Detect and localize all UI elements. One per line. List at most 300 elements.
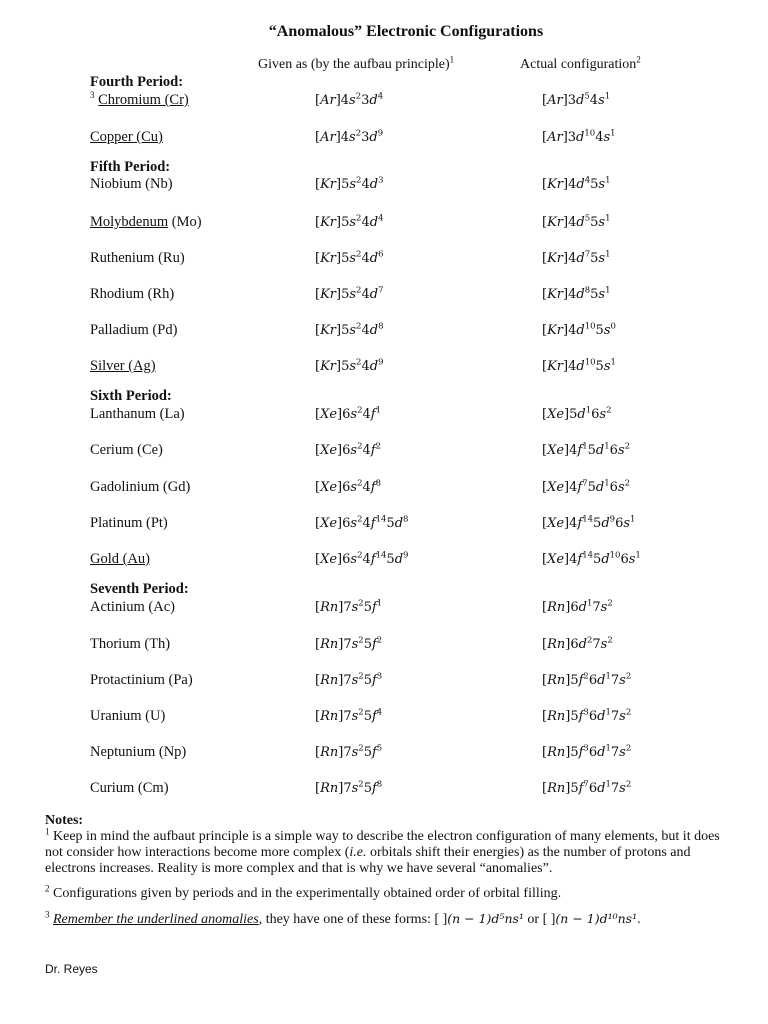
- given-configuration: [315, 673, 382, 688]
- shell-number: 3: [361, 93, 370, 108]
- electron-count: 2: [624, 441, 631, 452]
- core-symbol: Rn: [320, 637, 339, 652]
- element-name: Uranium (U): [90, 708, 166, 724]
- orbital-letter: s: [349, 215, 357, 230]
- electron-count: 1: [605, 213, 611, 224]
- shell-number: 5: [341, 215, 350, 230]
- electron-count: 1: [605, 285, 611, 296]
- core-bracket-open: [: [315, 93, 321, 108]
- electron-count: 2: [358, 671, 364, 682]
- shell-number: 5: [570, 745, 579, 760]
- element-name-cell: [90, 92, 189, 109]
- given-configuration: [315, 93, 383, 108]
- core-bracket-open: [: [542, 130, 548, 145]
- orbital-letter: d: [601, 516, 610, 531]
- core-bracket-open: [: [542, 93, 548, 108]
- shell-number: 5: [386, 552, 395, 567]
- element-name: Curium (Cm): [90, 780, 169, 796]
- note-1-ie: i.e.: [349, 845, 367, 860]
- shell-number: 6: [570, 637, 579, 652]
- note-3-text-a: , they have one of these forms: [ ]: [258, 912, 448, 927]
- core-bracket-close: ]: [336, 177, 342, 192]
- core-bracket-close: ]: [564, 552, 570, 567]
- core-symbol: Xe: [320, 407, 338, 422]
- element-name: Palladium (Pd): [90, 322, 178, 338]
- shell-number: 7: [343, 709, 352, 724]
- orbital-letter: d: [369, 177, 379, 192]
- electron-count: 0: [610, 321, 616, 332]
- actual-configuration: [542, 480, 630, 495]
- orbital-letter: f: [371, 781, 377, 796]
- electron-count: 4: [377, 91, 384, 102]
- orbital-letter: s: [623, 516, 631, 531]
- core-bracket-open: [: [315, 251, 321, 266]
- electron-count: 1: [604, 441, 610, 452]
- note-3-form-1: (n − 1)d⁵ns¹: [447, 911, 524, 926]
- core-bracket-close: ]: [565, 745, 571, 760]
- element-row: [0, 708, 768, 726]
- electron-count: 2: [356, 213, 362, 224]
- element-name: Silver (Ag): [90, 358, 156, 374]
- shell-number: 4: [569, 552, 578, 567]
- shell-number: 4: [568, 177, 577, 192]
- shell-number: 6: [342, 516, 351, 531]
- electron-count: 8: [375, 478, 381, 489]
- orbital-letter: s: [598, 177, 606, 192]
- orbital-letter: d: [369, 359, 379, 374]
- given-configuration: [315, 637, 382, 652]
- shell-number: 6: [342, 443, 351, 458]
- electron-count: 1: [585, 405, 592, 416]
- element-row: [0, 358, 768, 376]
- orbital-letter: f: [578, 673, 584, 688]
- orbital-letter: d: [578, 600, 587, 615]
- core-symbol: Ar: [547, 93, 563, 108]
- shell-number: 7: [610, 709, 620, 724]
- shell-number: 3: [567, 93, 577, 108]
- element-row: [0, 250, 768, 268]
- element-name: Molybdenum: [90, 214, 169, 230]
- core-bracket-open: [: [542, 359, 548, 374]
- element-name: Protactinium (Pa): [90, 672, 193, 688]
- orbital-letter: s: [600, 600, 608, 615]
- orbital-letter: s: [350, 443, 358, 458]
- core-bracket-open: [: [315, 600, 321, 615]
- author-name: Dr. Reyes: [45, 962, 98, 976]
- core-bracket-open: [: [542, 407, 548, 422]
- actual-configuration: [542, 745, 631, 760]
- orbital-letter: f: [371, 673, 377, 688]
- electron-count: 8: [376, 779, 383, 790]
- electron-count: 2: [356, 249, 362, 260]
- core-symbol: Xe: [547, 552, 565, 567]
- orbital-letter: d: [576, 359, 585, 374]
- element-name-cell: [90, 176, 173, 193]
- orbital-letter: s: [619, 673, 626, 688]
- actual-header-label: Actual configuration: [520, 57, 637, 72]
- electron-count: 9: [378, 357, 384, 368]
- note-3-end: .: [637, 912, 641, 927]
- shell-number: 5: [363, 781, 372, 796]
- electron-count: 2: [375, 441, 381, 452]
- electron-count: 2: [583, 671, 589, 682]
- shell-number: 7: [592, 637, 601, 652]
- element-name-cell: [90, 406, 185, 423]
- core-bracket-close: ]: [338, 673, 344, 688]
- core-symbol: Rn: [320, 673, 339, 688]
- core-bracket-close: ]: [336, 287, 342, 302]
- electron-count: 3: [376, 671, 383, 682]
- shell-number: 7: [343, 673, 352, 688]
- element-name-cell: [90, 358, 156, 375]
- electron-count: 9: [377, 128, 384, 139]
- shell-number: 7: [592, 600, 601, 615]
- core-bracket-close: ]: [337, 516, 343, 531]
- core-symbol: Rn: [320, 600, 339, 615]
- orbital-letter: d: [577, 407, 586, 422]
- given-configuration: [315, 177, 384, 192]
- shell-number: 5: [593, 516, 602, 531]
- orbital-letter: f: [371, 709, 377, 724]
- shell-number: 6: [588, 709, 598, 724]
- given-configuration: [315, 745, 382, 760]
- orbital-letter: s: [603, 359, 611, 374]
- element-name: Chromium (Cr): [98, 92, 189, 108]
- shell-number: 4: [361, 359, 370, 374]
- element-name: Niobium (Nb): [90, 176, 173, 192]
- shell-number: 4: [595, 130, 604, 145]
- electron-count: 5: [584, 91, 590, 102]
- electron-count: 4: [376, 707, 383, 718]
- orbital-letter: s: [349, 93, 356, 108]
- shell-number: 5: [587, 443, 596, 458]
- shell-number: 4: [361, 323, 370, 338]
- actual-configuration: [542, 359, 616, 374]
- element-name: Thorium (Th): [90, 636, 171, 652]
- orbital-letter: s: [598, 215, 606, 230]
- orbital-letter: d: [597, 745, 606, 760]
- core-bracket-close: ]: [564, 407, 570, 422]
- element-row: [0, 551, 768, 569]
- electron-count: 2: [376, 635, 383, 646]
- core-bracket-close: ]: [338, 745, 344, 760]
- shell-number: 7: [343, 781, 352, 796]
- element-row: [0, 479, 768, 497]
- orbital-letter: s: [350, 480, 358, 495]
- shell-number: 7: [343, 745, 352, 760]
- given-configuration: [315, 323, 384, 338]
- element-row: [0, 214, 768, 232]
- core-bracket-close: ]: [336, 215, 342, 230]
- element-row: [0, 286, 768, 304]
- element-name-cell: [90, 250, 185, 267]
- electron-count: 1: [376, 598, 383, 609]
- element-row: [0, 92, 768, 110]
- core-symbol: Xe: [547, 443, 565, 458]
- electron-count: 10: [584, 357, 596, 368]
- orbital-letter: s: [351, 709, 359, 724]
- note-3-form-2: (n − 1)d¹⁰ns¹: [555, 911, 638, 926]
- core-symbol: Rn: [547, 781, 566, 796]
- element-row: [0, 129, 768, 147]
- electron-count: 5: [376, 743, 383, 754]
- orbital-letter: d: [576, 177, 585, 192]
- orbital-letter: d: [597, 781, 606, 796]
- orbital-letter: f: [370, 443, 376, 458]
- shell-number: 5: [569, 407, 578, 422]
- electron-count: 2: [607, 635, 613, 646]
- core-bracket-close: ]: [562, 93, 568, 108]
- electron-count: 1: [630, 514, 636, 525]
- core-bracket-close: ]: [563, 287, 569, 302]
- shell-number: 6: [591, 407, 600, 422]
- actual-configuration: [542, 600, 613, 615]
- shell-number: 7: [610, 745, 620, 760]
- core-bracket-close: ]: [336, 251, 342, 266]
- orbital-letter: d: [394, 516, 404, 531]
- electron-count: 4: [584, 175, 591, 186]
- core-bracket-open: [: [315, 781, 321, 796]
- electron-count: 14: [375, 514, 387, 525]
- element-name: Actinium (Ac): [90, 599, 175, 615]
- core-bracket-open: [: [315, 359, 321, 374]
- orbital-letter: d: [576, 130, 585, 145]
- shell-number: 5: [363, 600, 372, 615]
- shell-number: 5: [595, 323, 604, 338]
- shell-number: 7: [343, 637, 352, 652]
- electron-count: 6: [378, 249, 384, 260]
- core-bracket-open: [: [542, 637, 548, 652]
- shell-number: 6: [342, 480, 351, 495]
- electron-count: 7: [584, 249, 591, 260]
- electron-count: 1: [605, 249, 611, 260]
- core-bracket-close: ]: [336, 359, 342, 374]
- core-bracket-close: ]: [337, 443, 343, 458]
- electron-count: 10: [584, 321, 596, 332]
- shell-number: 4: [362, 480, 371, 495]
- core-bracket-open: [: [542, 443, 548, 458]
- core-bracket-open: [: [542, 177, 548, 192]
- orbital-letter: d: [369, 93, 378, 108]
- electron-count: 1: [605, 707, 611, 718]
- shell-number: 6: [609, 443, 618, 458]
- electron-count: 2: [357, 478, 363, 489]
- electron-count: 2: [625, 779, 632, 790]
- electron-count: 2: [607, 598, 613, 609]
- core-symbol: Rn: [547, 600, 566, 615]
- given-configuration: [315, 781, 382, 796]
- orbital-letter: f: [577, 480, 583, 495]
- core-symbol: Kr: [547, 323, 564, 338]
- actual-configuration: [542, 93, 610, 108]
- shell-number: 5: [341, 287, 350, 302]
- core-bracket-close: ]: [337, 552, 343, 567]
- period-heading: Seventh Period:: [90, 581, 189, 597]
- orbital-letter: d: [394, 552, 404, 567]
- electron-count: 2: [624, 478, 631, 489]
- shell-number: 5: [341, 359, 350, 374]
- orbital-letter: s: [351, 673, 359, 688]
- core-symbol: Kr: [320, 177, 337, 192]
- element-row: [0, 515, 768, 533]
- shell-number: 4: [362, 407, 371, 422]
- shell-number: 6: [588, 745, 598, 760]
- period-heading: Sixth Period:: [90, 388, 172, 404]
- core-bracket-open: [: [542, 600, 548, 615]
- shell-number: 4: [568, 251, 577, 266]
- electron-count: 4: [378, 213, 384, 224]
- element-name-cell: [90, 672, 193, 689]
- shell-number: 4: [589, 93, 599, 108]
- orbital-letter: s: [350, 516, 358, 531]
- shell-number: 5: [595, 359, 604, 374]
- electron-count: 2: [358, 598, 364, 609]
- note-3-or: or [ ]: [523, 912, 556, 927]
- given-configuration: [315, 407, 381, 422]
- core-bracket-close: ]: [337, 407, 343, 422]
- orbital-letter: f: [577, 443, 583, 458]
- orbital-letter: f: [370, 480, 376, 495]
- note-1: [45, 826, 725, 877]
- orbital-letter: s: [628, 552, 636, 567]
- core-bracket-close: ]: [338, 781, 344, 796]
- element-name: Ruthenium (Ru): [90, 250, 185, 266]
- shell-number: 4: [569, 480, 578, 495]
- orbital-letter: s: [619, 745, 626, 760]
- shell-number: 5: [593, 552, 602, 567]
- actual-configuration: [542, 516, 635, 531]
- electron-count: 10: [584, 128, 596, 139]
- element-row: [0, 744, 768, 762]
- core-bracket-close: ]: [337, 480, 343, 495]
- shell-number: 5: [590, 251, 599, 266]
- core-symbol: Xe: [320, 443, 338, 458]
- shell-number: 4: [362, 552, 371, 567]
- element-row: [0, 672, 768, 690]
- core-bracket-open: [: [315, 745, 321, 760]
- electron-count: 2: [357, 405, 363, 416]
- electron-count: 2: [358, 707, 364, 718]
- shell-number: 4: [568, 359, 577, 374]
- electron-count: 7: [378, 285, 384, 296]
- core-bracket-close: ]: [563, 323, 569, 338]
- actual-configuration: [542, 287, 611, 302]
- core-bracket-close: ]: [565, 781, 571, 796]
- electron-count: 2: [358, 779, 364, 790]
- shell-number: 5: [341, 323, 350, 338]
- shell-number: 6: [570, 600, 579, 615]
- electron-count: 2: [356, 357, 362, 368]
- element-name-cell: [90, 780, 169, 797]
- shell-number: 4: [362, 516, 371, 531]
- orbital-letter: f: [577, 516, 583, 531]
- core-bracket-open: [: [542, 480, 548, 495]
- orbital-letter: s: [603, 130, 611, 145]
- actual-configuration: [542, 443, 630, 458]
- electron-count: 2: [358, 743, 364, 754]
- element-name: Neptunium (Np): [90, 744, 187, 760]
- shell-number: 4: [568, 287, 577, 302]
- shell-number: 5: [590, 177, 599, 192]
- electron-count: 1: [586, 598, 593, 609]
- electron-count: 14: [375, 550, 387, 561]
- given-configuration: [315, 600, 382, 615]
- electron-count: 10: [609, 550, 621, 561]
- orbital-letter: f: [578, 745, 584, 760]
- shell-number: 3: [567, 130, 577, 145]
- note-1-marker: 1: [45, 826, 50, 837]
- electron-count: 3: [583, 707, 589, 718]
- core-symbol: Rn: [547, 637, 566, 652]
- electron-count: 14: [582, 550, 594, 561]
- shell-number: 5: [363, 637, 372, 652]
- core-bracket-close: ]: [335, 130, 341, 145]
- element-row: [0, 442, 768, 460]
- shell-number: 4: [340, 93, 350, 108]
- page-title: “Anomalous” Electronic Configurations: [268, 23, 544, 40]
- shell-number: 5: [341, 177, 350, 192]
- core-bracket-open: [: [542, 552, 548, 567]
- shell-number: 7: [610, 673, 620, 688]
- element-name-cell: [90, 322, 177, 339]
- orbital-letter: d: [597, 709, 606, 724]
- core-bracket-open: [: [315, 215, 321, 230]
- orbital-letter: f: [371, 745, 377, 760]
- element-symbol: (Mo): [168, 214, 202, 230]
- element-name: Cerium (Ce): [90, 442, 163, 458]
- orbital-letter: s: [599, 407, 607, 422]
- orbital-letter: d: [595, 480, 605, 495]
- note-3-marker: 3: [45, 909, 50, 920]
- actual-configuration: [542, 215, 611, 230]
- orbital-letter: d: [595, 443, 605, 458]
- orbital-letter: f: [371, 637, 377, 652]
- shell-number: 6: [615, 516, 624, 531]
- core-symbol: Xe: [320, 516, 338, 531]
- core-bracket-close: ]: [338, 709, 344, 724]
- core-bracket-close: ]: [565, 600, 571, 615]
- core-symbol: Xe: [547, 516, 565, 531]
- element-name-cell: [90, 636, 170, 653]
- orbital-letter: f: [370, 516, 376, 531]
- orbital-letter: d: [576, 215, 585, 230]
- electron-count: 2: [625, 743, 632, 754]
- orbital-letter: s: [349, 287, 357, 302]
- core-symbol: Ar: [320, 93, 336, 108]
- orbital-letter: s: [350, 552, 358, 567]
- electron-count: 1: [635, 550, 641, 561]
- orbital-letter: f: [578, 709, 584, 724]
- shell-number: 3: [361, 130, 370, 145]
- core-symbol: Xe: [320, 552, 338, 567]
- orbital-letter: s: [619, 709, 626, 724]
- core-symbol: Kr: [547, 359, 564, 374]
- orbital-letter: d: [369, 251, 379, 266]
- core-symbol: Kr: [547, 287, 564, 302]
- electron-count: 8: [403, 514, 409, 525]
- given-configuration: [315, 516, 408, 531]
- core-bracket-open: [: [315, 323, 321, 338]
- shell-number: 4: [361, 177, 370, 192]
- element-row: [0, 406, 768, 424]
- shell-number: 5: [590, 215, 599, 230]
- given-configuration: [315, 287, 384, 302]
- orbital-letter: d: [369, 130, 378, 145]
- orbital-letter: d: [578, 637, 587, 652]
- shell-number: 7: [610, 781, 620, 796]
- core-symbol: Kr: [320, 287, 337, 302]
- element-name-cell: [90, 551, 150, 568]
